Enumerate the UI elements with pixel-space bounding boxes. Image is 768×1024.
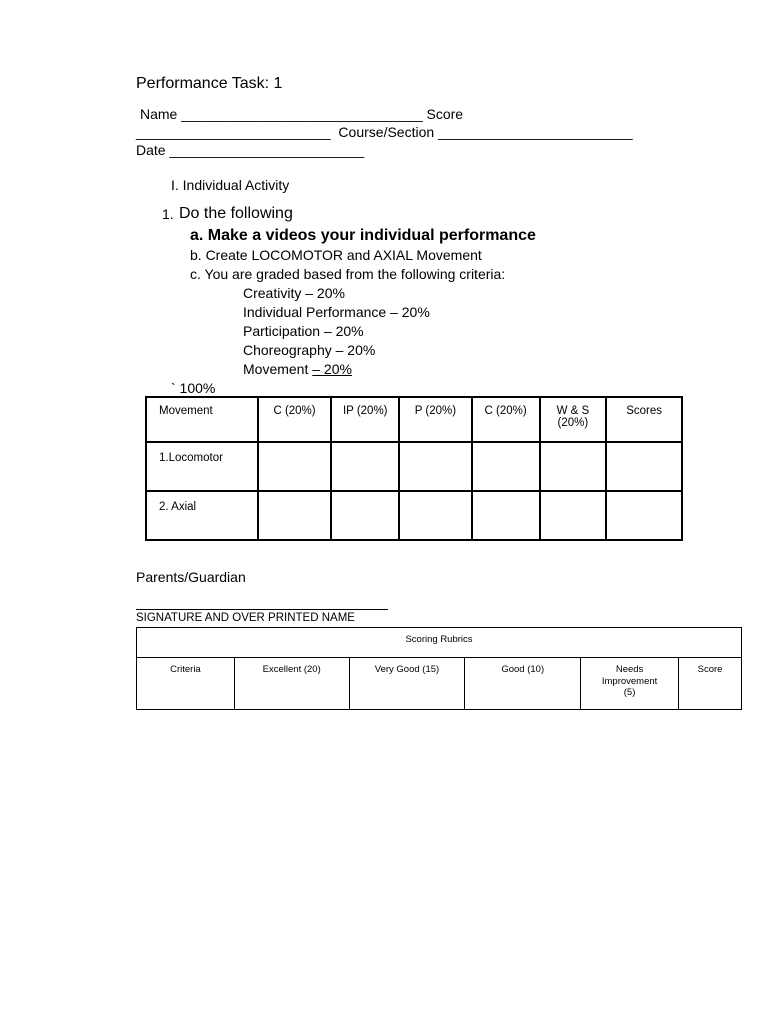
page-title: Performance Task: 1	[136, 75, 283, 92]
table-cell: 1.Locomotor	[146, 442, 258, 491]
rubric-table	[136, 627, 742, 710]
criteria-movement-label: Movement	[243, 361, 313, 377]
instruction-heading: Do the following	[179, 205, 293, 222]
date-line: Date _________________________	[136, 142, 365, 158]
name-score-line: Name _______________________________ Score	[140, 106, 464, 122]
instruction-number: 1.	[162, 206, 174, 222]
table-cell	[606, 491, 682, 540]
instruction-item-b: b. Create LOCOMOTOR and AXIAL Movement	[190, 247, 482, 263]
rubric-title: Scoring Rubrics	[137, 628, 742, 658]
table-cell	[258, 491, 332, 540]
course-section-line: _________________________ Course/Section _________________________	[136, 124, 633, 140]
criteria-item: Creativity – 20%	[243, 285, 345, 301]
table-cell: 2. Axial	[146, 491, 258, 540]
table-cell	[331, 491, 399, 540]
table-header: C (20%)	[472, 397, 540, 442]
instruction-item-a: a. Make a videos your individual performance	[190, 227, 536, 244]
table-cell	[472, 491, 540, 540]
table-cell	[606, 442, 682, 491]
table-cell	[331, 442, 399, 491]
criteria-item: Choreography – 20%	[243, 342, 376, 358]
table-cell	[399, 442, 472, 491]
criteria-item: Individual Performance – 20%	[243, 304, 430, 320]
instruction-item-c: c. You are graded based from the following criteria:	[190, 266, 506, 282]
criteria-item-movement	[243, 361, 352, 377]
parents-guardian-label: Parents/Guardian	[136, 569, 246, 585]
table-row	[146, 442, 682, 491]
criteria-movement-value: – 20%	[312, 361, 352, 377]
table-cell	[472, 442, 540, 491]
table-header: W & S (20%)	[540, 397, 607, 442]
signature-caption: SIGNATURE AND OVER PRINTED NAME	[136, 612, 355, 624]
criteria-item: Participation – 20%	[243, 323, 364, 339]
table-cell	[540, 442, 607, 491]
rubric-header: Excellent (20)	[234, 658, 349, 710]
table-header: Scores	[606, 397, 682, 442]
table-header: Movement	[146, 397, 258, 442]
rubric-header: Very Good (15)	[349, 658, 465, 710]
table-cell	[258, 442, 332, 491]
criteria-total: ` 100%	[171, 380, 216, 396]
rubric-title-row	[137, 628, 742, 658]
table-header: C (20%)	[258, 397, 332, 442]
table-cell	[540, 491, 607, 540]
activity-heading: I. Individual Activity	[171, 177, 290, 193]
rubric-header: Criteria	[137, 658, 235, 710]
rubric-header: Good (10)	[465, 658, 581, 710]
signature-line	[136, 609, 388, 610]
table-header: IP (20%)	[331, 397, 399, 442]
rubric-header-row	[137, 658, 742, 710]
table-header-row	[146, 397, 682, 442]
grade-table	[145, 396, 683, 541]
table-header: P (20%)	[399, 397, 472, 442]
table-row	[146, 491, 682, 540]
rubric-header: Score	[679, 658, 742, 710]
rubric-header: Needs Improvement (5)	[581, 658, 679, 710]
table-cell	[399, 491, 472, 540]
